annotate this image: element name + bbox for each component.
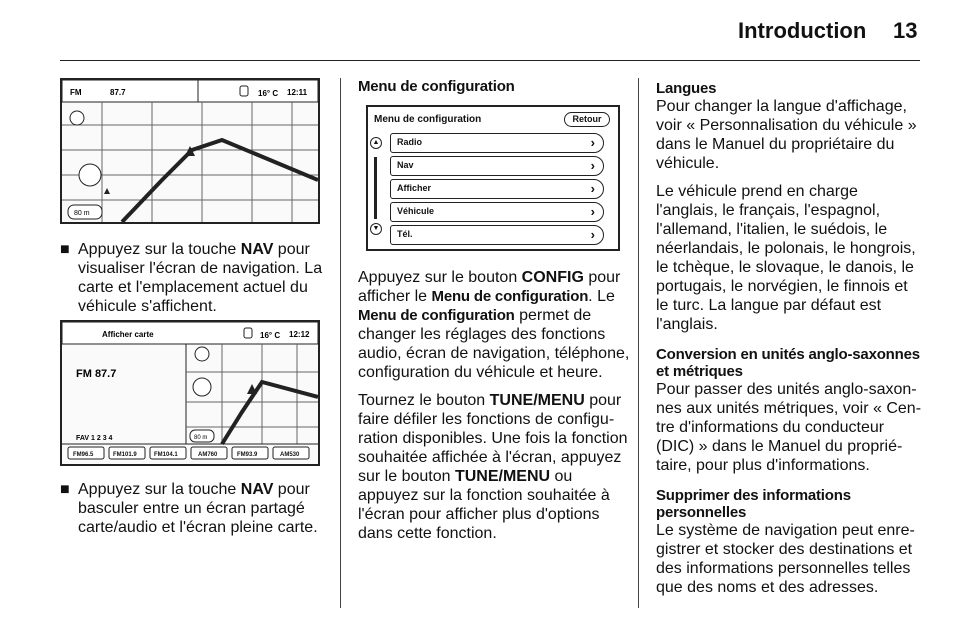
column-divider-left	[340, 78, 341, 608]
location-icon	[79, 164, 101, 186]
scroll-bar	[374, 157, 377, 219]
menu-item-nav: Nav ›	[390, 156, 604, 176]
scroll-up-icon: ▲	[370, 137, 382, 149]
screen-title: Afficher carte	[102, 330, 154, 339]
column-divider-right	[638, 78, 639, 608]
bullet-split-screen: ■ Appuyez sur la touche NAV pour basculer entre un écran partagé carte/audio et l'écran pleine carte.	[60, 481, 318, 536]
chevron-right-icon: ›	[590, 135, 595, 150]
header-divider	[60, 60, 920, 61]
config-paragraph-1: Appuyez sur le bouton CONFIG pour afficher le Menu de configuration. Le Menu de configuration permet de changer les réglages des fonctions audio, écran de navigation, téléphone, configuration du véhicule et heure.	[358, 269, 630, 381]
compass-icon	[195, 347, 209, 361]
menu-item-phone: Tél. ›	[390, 225, 604, 245]
favorites-label: FAV 1 2 3 4	[76, 435, 113, 442]
back-button: Retour	[564, 112, 610, 127]
temperature: 16° C	[258, 89, 279, 98]
nav-map-screen	[60, 78, 320, 224]
languages-paragraph-1: Pour changer la langue d'affichage, voir « Personnalisation du véhicule » dans le Manuel du propriétaire du véhicule.	[656, 98, 917, 172]
section-heading-delete: Supprimer des informations personnelles	[656, 487, 851, 521]
preset-6: AM530	[280, 452, 300, 458]
page-number: 13	[893, 18, 918, 43]
section-heading-languages: Langues	[656, 80, 717, 97]
section-heading-config: Menu de configuration	[358, 78, 515, 95]
map-scale: 80 m	[74, 210, 90, 217]
map-scale: 80 m	[194, 435, 208, 441]
page-title: Introduction	[738, 18, 867, 43]
preset-1: FM96.5	[73, 452, 94, 458]
delete-paragraph: Le système de navigation peut enregistrer et stocker des destinations et des informations personnelles telles que des noms et des adresses.	[656, 522, 915, 596]
bullet-nav-map: ■ Appuyez sur la touche NAV pour visualiser l'écran de navigation. La carte et l'emplacement actuel du véhicule s'affichent.	[60, 241, 323, 315]
radio-freq: 87.7	[110, 88, 126, 97]
languages-paragraph-2: Le véhicule prend en charge l'anglais, le français, l'espagnol, l'allemand, l'italien, le suédois, le néerlandais, le polonais, le hongrois, le tchèque, le slovaque, le danois, le portugais, le norvégien, le finnois et le turc. La langue par défaut est l'anglais.	[656, 183, 916, 333]
preset-2: FM101.9	[113, 452, 137, 458]
section-heading-units: Conversion en unités anglo-saxonnes et métriques	[656, 346, 920, 380]
menu-title: Menu de configuration	[374, 114, 482, 125]
config-menu-screen	[366, 105, 620, 251]
clock: 12:11	[287, 88, 308, 97]
menu-item-radio: Radio ›	[390, 133, 604, 153]
config-paragraph-2: Tournez le bouton TUNE/MENU pour faire défiler les fonctions de configuration disponibles. Une fois la fonction souhaitée affichée à l'écran, appuyez sur le bouton TUNE/MENU ou appuyez sur la fonction souhaitée à l'écran pour afficher plus d'options dans cette fonction.	[358, 392, 628, 542]
menu-item-vehicle: Véhicule ›	[390, 202, 604, 222]
preset-4: AM760	[198, 452, 218, 458]
chevron-right-icon: ›	[590, 158, 595, 173]
chevron-right-icon: ›	[590, 181, 595, 196]
radio-band: FM	[70, 88, 82, 97]
station-label: FM 87.7	[76, 368, 117, 380]
compass-icon	[70, 111, 84, 125]
units-paragraph: Pour passer des unités anglo-saxonnes aux unités métriques, voir « Centre d'informations du conducteur (DIC) » dans le Manuel du propriétaire, pour plus d'informations.	[656, 381, 922, 474]
split-screen	[60, 320, 320, 466]
temperature: 16° C	[260, 331, 281, 340]
clock: 12:12	[289, 330, 310, 339]
chevron-right-icon: ›	[590, 227, 595, 242]
preset-5: FM93.9	[237, 452, 258, 458]
location-icon	[193, 378, 211, 396]
menu-item-display: Afficher ›	[390, 179, 604, 199]
preset-3: FM104.1	[154, 452, 178, 458]
chevron-right-icon: ›	[590, 204, 595, 219]
map-illustration	[62, 80, 318, 222]
split-screen-illustration	[62, 322, 318, 464]
scroll-down-icon: ▼	[370, 223, 382, 235]
